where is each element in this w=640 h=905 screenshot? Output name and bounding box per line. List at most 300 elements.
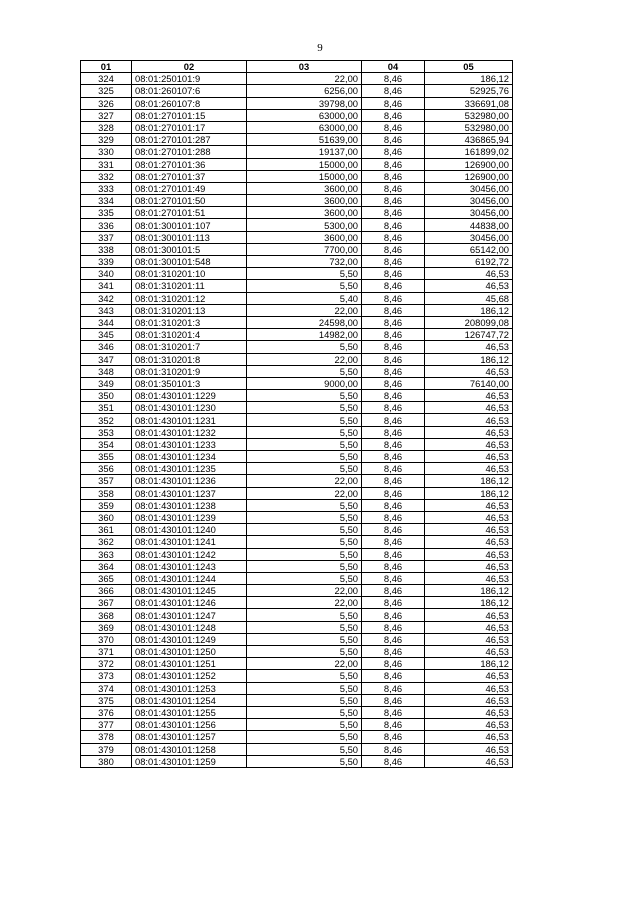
cell-cadastral-number: 08:01:270101:50 bbox=[132, 195, 247, 207]
cell-amount: 46,53 bbox=[425, 341, 513, 353]
cell-row-number: 365 bbox=[81, 572, 132, 584]
cell-row-number: 333 bbox=[81, 182, 132, 194]
cell-rate: 8,46 bbox=[362, 329, 425, 341]
table-row bbox=[81, 304, 513, 316]
cell-cadastral-number: 08:01:430101:1254 bbox=[132, 694, 247, 706]
cell-cadastral-number: 08:01:430101:1232 bbox=[132, 426, 247, 438]
cell-rate: 8,46 bbox=[362, 731, 425, 743]
cell-cadastral-number: 08:01:430101:1231 bbox=[132, 414, 247, 426]
cell-rate: 8,46 bbox=[362, 658, 425, 670]
cell-cadastral-number: 08:01:300101:113 bbox=[132, 231, 247, 243]
cell-rate: 8,46 bbox=[362, 499, 425, 511]
cell-row-number: 375 bbox=[81, 694, 132, 706]
cell-area: 5,50 bbox=[247, 511, 362, 523]
cell-row-number: 371 bbox=[81, 646, 132, 658]
cell-area: 5,50 bbox=[247, 646, 362, 658]
page-number: 9 bbox=[317, 42, 323, 54]
cell-cadastral-number: 08:01:310201:9 bbox=[132, 365, 247, 377]
cell-amount: 336691,08 bbox=[425, 97, 513, 109]
cell-rate: 8,46 bbox=[362, 268, 425, 280]
cell-row-number: 338 bbox=[81, 243, 132, 255]
cell-amount: 436865,94 bbox=[425, 134, 513, 146]
cell-area: 5,50 bbox=[247, 682, 362, 694]
cell-area: 3600,00 bbox=[247, 182, 362, 194]
table-row bbox=[81, 597, 513, 609]
table-row bbox=[81, 438, 513, 450]
table-row bbox=[81, 451, 513, 463]
cell-row-number: 337 bbox=[81, 231, 132, 243]
cell-rate: 8,46 bbox=[362, 438, 425, 450]
cell-cadastral-number: 08:01:430101:1245 bbox=[132, 585, 247, 597]
cell-area: 14982,00 bbox=[247, 329, 362, 341]
cell-area: 22,00 bbox=[247, 487, 362, 499]
cell-amount: 46,53 bbox=[425, 280, 513, 292]
cell-row-number: 360 bbox=[81, 511, 132, 523]
cell-cadastral-number: 08:01:260107:6 bbox=[132, 85, 247, 97]
table-row bbox=[81, 426, 513, 438]
cell-amount: 186,12 bbox=[425, 487, 513, 499]
table-row bbox=[81, 536, 513, 548]
header-col-04: 04 bbox=[362, 61, 425, 73]
cell-row-number: 358 bbox=[81, 487, 132, 499]
table-row bbox=[81, 755, 513, 767]
cell-area: 5,50 bbox=[247, 536, 362, 548]
cell-cadastral-number: 08:01:300101:107 bbox=[132, 219, 247, 231]
cell-rate: 8,46 bbox=[362, 548, 425, 560]
cell-cadastral-number: 08:01:310201:10 bbox=[132, 268, 247, 280]
table-row bbox=[81, 621, 513, 633]
cell-row-number: 368 bbox=[81, 609, 132, 621]
cell-rate: 8,46 bbox=[362, 670, 425, 682]
cell-rate: 8,46 bbox=[362, 633, 425, 645]
cell-rate: 8,46 bbox=[362, 85, 425, 97]
cell-row-number: 376 bbox=[81, 706, 132, 718]
cell-cadastral-number: 08:01:430101:1251 bbox=[132, 658, 247, 670]
cell-area: 15000,00 bbox=[247, 158, 362, 170]
cell-amount: 532980,00 bbox=[425, 109, 513, 121]
cell-rate: 8,46 bbox=[362, 231, 425, 243]
cell-amount: 46,53 bbox=[425, 463, 513, 475]
cell-area: 5,50 bbox=[247, 268, 362, 280]
header-col-01: 01 bbox=[81, 61, 132, 73]
cell-row-number: 341 bbox=[81, 280, 132, 292]
table-row bbox=[81, 658, 513, 670]
cell-amount: 46,53 bbox=[425, 365, 513, 377]
cell-row-number: 366 bbox=[81, 585, 132, 597]
cell-row-number: 348 bbox=[81, 365, 132, 377]
cell-rate: 8,46 bbox=[362, 109, 425, 121]
cell-row-number: 331 bbox=[81, 158, 132, 170]
cell-rate: 8,46 bbox=[362, 402, 425, 414]
cell-rate: 8,46 bbox=[362, 560, 425, 572]
cell-row-number: 355 bbox=[81, 451, 132, 463]
cell-row-number: 329 bbox=[81, 134, 132, 146]
table-row bbox=[81, 609, 513, 621]
cell-row-number: 379 bbox=[81, 743, 132, 755]
cell-cadastral-number: 08:01:260107:8 bbox=[132, 97, 247, 109]
table-row bbox=[81, 475, 513, 487]
cell-row-number: 347 bbox=[81, 353, 132, 365]
table-row bbox=[81, 743, 513, 755]
cell-cadastral-number: 08:01:270101:37 bbox=[132, 170, 247, 182]
cell-cadastral-number: 08:01:430101:1247 bbox=[132, 609, 247, 621]
cell-rate: 8,46 bbox=[362, 292, 425, 304]
cell-area: 5,50 bbox=[247, 548, 362, 560]
cell-rate: 8,46 bbox=[362, 207, 425, 219]
cell-row-number: 345 bbox=[81, 329, 132, 341]
table-row bbox=[81, 97, 513, 109]
cell-cadastral-number: 08:01:430101:1255 bbox=[132, 706, 247, 718]
cell-rate: 8,46 bbox=[362, 524, 425, 536]
table-row bbox=[81, 219, 513, 231]
cell-row-number: 342 bbox=[81, 292, 132, 304]
cell-area: 5,50 bbox=[247, 365, 362, 377]
cell-rate: 8,46 bbox=[362, 97, 425, 109]
cell-rate: 8,46 bbox=[362, 304, 425, 316]
cell-row-number: 336 bbox=[81, 219, 132, 231]
cell-amount: 186,12 bbox=[425, 585, 513, 597]
cell-amount: 46,53 bbox=[425, 268, 513, 280]
cell-amount: 46,53 bbox=[425, 731, 513, 743]
table-row bbox=[81, 231, 513, 243]
table-row bbox=[81, 280, 513, 292]
table-row bbox=[81, 85, 513, 97]
table-row bbox=[81, 316, 513, 328]
cell-amount: 126747,72 bbox=[425, 329, 513, 341]
table-row bbox=[81, 73, 513, 85]
cell-row-number: 340 bbox=[81, 268, 132, 280]
cell-area: 5,50 bbox=[247, 463, 362, 475]
cell-row-number: 352 bbox=[81, 414, 132, 426]
cell-amount: 161899,02 bbox=[425, 146, 513, 158]
cell-cadastral-number: 08:01:430101:1237 bbox=[132, 487, 247, 499]
cell-row-number: 363 bbox=[81, 548, 132, 560]
cell-cadastral-number: 08:01:310201:7 bbox=[132, 341, 247, 353]
cell-area: 22,00 bbox=[247, 597, 362, 609]
cell-amount: 65142,00 bbox=[425, 243, 513, 255]
cell-cadastral-number: 08:01:430101:1234 bbox=[132, 451, 247, 463]
cell-amount: 186,12 bbox=[425, 304, 513, 316]
cell-amount: 46,53 bbox=[425, 511, 513, 523]
cell-area: 5,50 bbox=[247, 280, 362, 292]
cell-cadastral-number: 08:01:270101:17 bbox=[132, 121, 247, 133]
cell-area: 5,50 bbox=[247, 524, 362, 536]
table-row bbox=[81, 341, 513, 353]
cell-area: 5,50 bbox=[247, 426, 362, 438]
table-row bbox=[81, 146, 513, 158]
cell-row-number: 370 bbox=[81, 633, 132, 645]
table-header bbox=[81, 61, 513, 73]
cell-amount: 532980,00 bbox=[425, 121, 513, 133]
cell-amount: 46,53 bbox=[425, 719, 513, 731]
cell-amount: 46,53 bbox=[425, 670, 513, 682]
cell-rate: 8,46 bbox=[362, 73, 425, 85]
cell-amount: 46,53 bbox=[425, 609, 513, 621]
table-row bbox=[81, 499, 513, 511]
cell-area: 5,50 bbox=[247, 755, 362, 767]
cell-cadastral-number: 08:01:430101:1243 bbox=[132, 560, 247, 572]
table-row bbox=[81, 414, 513, 426]
cell-amount: 46,53 bbox=[425, 682, 513, 694]
cell-area: 3600,00 bbox=[247, 231, 362, 243]
cell-area: 5,50 bbox=[247, 438, 362, 450]
cell-row-number: 362 bbox=[81, 536, 132, 548]
cell-amount: 46,53 bbox=[425, 755, 513, 767]
cell-amount: 46,53 bbox=[425, 560, 513, 572]
cell-amount: 46,53 bbox=[425, 548, 513, 560]
table-row bbox=[81, 182, 513, 194]
cell-rate: 8,46 bbox=[362, 682, 425, 694]
cell-amount: 46,53 bbox=[425, 536, 513, 548]
cell-amount: 208099,08 bbox=[425, 316, 513, 328]
cell-row-number: 364 bbox=[81, 560, 132, 572]
cell-cadastral-number: 08:01:430101:1248 bbox=[132, 621, 247, 633]
cell-rate: 8,46 bbox=[362, 414, 425, 426]
cell-amount: 46,53 bbox=[425, 414, 513, 426]
cell-row-number: 330 bbox=[81, 146, 132, 158]
cell-amount: 46,53 bbox=[425, 390, 513, 402]
table-row bbox=[81, 109, 513, 121]
cell-row-number: 343 bbox=[81, 304, 132, 316]
table-row bbox=[81, 572, 513, 584]
cell-cadastral-number: 08:01:430101:1259 bbox=[132, 755, 247, 767]
cell-rate: 8,46 bbox=[362, 706, 425, 718]
cell-row-number: 350 bbox=[81, 390, 132, 402]
cell-cadastral-number: 08:01:430101:1241 bbox=[132, 536, 247, 548]
cell-amount: 6192,72 bbox=[425, 256, 513, 268]
cell-cadastral-number: 08:01:430101:1257 bbox=[132, 731, 247, 743]
cell-area: 22,00 bbox=[247, 304, 362, 316]
cell-row-number: 361 bbox=[81, 524, 132, 536]
table-row bbox=[81, 390, 513, 402]
cell-amount: 46,53 bbox=[425, 499, 513, 511]
table-row bbox=[81, 731, 513, 743]
data-table bbox=[80, 60, 513, 768]
cell-amount: 46,53 bbox=[425, 402, 513, 414]
cell-area: 3600,00 bbox=[247, 207, 362, 219]
table-row bbox=[81, 158, 513, 170]
cell-amount: 46,53 bbox=[425, 694, 513, 706]
table-row bbox=[81, 170, 513, 182]
cell-amount: 186,12 bbox=[425, 353, 513, 365]
cell-area: 5,50 bbox=[247, 706, 362, 718]
cell-rate: 8,46 bbox=[362, 134, 425, 146]
table-row bbox=[81, 353, 513, 365]
cell-cadastral-number: 08:01:310201:13 bbox=[132, 304, 247, 316]
cell-cadastral-number: 08:01:430101:1242 bbox=[132, 548, 247, 560]
table-row bbox=[81, 377, 513, 389]
cell-cadastral-number: 08:01:430101:1253 bbox=[132, 682, 247, 694]
cell-rate: 8,46 bbox=[362, 146, 425, 158]
cell-rate: 8,46 bbox=[362, 475, 425, 487]
cell-area: 5,50 bbox=[247, 402, 362, 414]
cell-rate: 8,46 bbox=[362, 511, 425, 523]
cell-rate: 8,46 bbox=[362, 451, 425, 463]
cell-cadastral-number: 08:01:310201:4 bbox=[132, 329, 247, 341]
cell-row-number: 377 bbox=[81, 719, 132, 731]
cell-amount: 186,12 bbox=[425, 597, 513, 609]
table-row bbox=[81, 524, 513, 536]
cell-rate: 8,46 bbox=[362, 256, 425, 268]
cell-cadastral-number: 08:01:430101:1230 bbox=[132, 402, 247, 414]
cell-row-number: 334 bbox=[81, 195, 132, 207]
cell-area: 9000,00 bbox=[247, 377, 362, 389]
cell-amount: 46,53 bbox=[425, 743, 513, 755]
cell-amount: 186,12 bbox=[425, 73, 513, 85]
cell-amount: 46,53 bbox=[425, 633, 513, 645]
table-row bbox=[81, 646, 513, 658]
cell-amount: 46,53 bbox=[425, 451, 513, 463]
cell-row-number: 346 bbox=[81, 341, 132, 353]
cell-rate: 8,46 bbox=[362, 694, 425, 706]
cell-cadastral-number: 08:01:310201:12 bbox=[132, 292, 247, 304]
cell-row-number: 349 bbox=[81, 377, 132, 389]
cell-area: 22,00 bbox=[247, 73, 362, 85]
cell-row-number: 344 bbox=[81, 316, 132, 328]
cell-row-number: 328 bbox=[81, 121, 132, 133]
cell-rate: 8,46 bbox=[362, 755, 425, 767]
cell-area: 22,00 bbox=[247, 585, 362, 597]
cell-cadastral-number: 08:01:350101:3 bbox=[132, 377, 247, 389]
cell-rate: 8,46 bbox=[362, 463, 425, 475]
cell-cadastral-number: 08:01:310201:3 bbox=[132, 316, 247, 328]
cell-rate: 8,46 bbox=[362, 195, 425, 207]
cell-rate: 8,46 bbox=[362, 646, 425, 658]
cell-amount: 52925,76 bbox=[425, 85, 513, 97]
header-col-02: 02 bbox=[132, 61, 247, 73]
cell-area: 5,50 bbox=[247, 694, 362, 706]
cell-amount: 186,12 bbox=[425, 658, 513, 670]
cell-amount: 46,53 bbox=[425, 706, 513, 718]
cell-cadastral-number: 08:01:430101:1236 bbox=[132, 475, 247, 487]
cell-row-number: 327 bbox=[81, 109, 132, 121]
cell-row-number: 373 bbox=[81, 670, 132, 682]
cell-cadastral-number: 08:01:430101:1240 bbox=[132, 524, 247, 536]
table-row bbox=[81, 487, 513, 499]
table-row bbox=[81, 365, 513, 377]
cell-rate: 8,46 bbox=[362, 121, 425, 133]
table-row bbox=[81, 682, 513, 694]
cell-area: 5,50 bbox=[247, 621, 362, 633]
cell-area: 22,00 bbox=[247, 353, 362, 365]
table-row bbox=[81, 243, 513, 255]
cell-area: 63000,00 bbox=[247, 109, 362, 121]
cell-amount: 46,53 bbox=[425, 438, 513, 450]
cell-amount: 46,53 bbox=[425, 524, 513, 536]
cell-cadastral-number: 08:01:430101:1256 bbox=[132, 719, 247, 731]
cell-cadastral-number: 08:01:300101:5 bbox=[132, 243, 247, 255]
cell-area: 5,50 bbox=[247, 719, 362, 731]
cell-cadastral-number: 08:01:270101:287 bbox=[132, 134, 247, 146]
cell-row-number: 380 bbox=[81, 755, 132, 767]
cell-rate: 8,46 bbox=[362, 597, 425, 609]
cell-cadastral-number: 08:01:430101:1235 bbox=[132, 463, 247, 475]
table-row bbox=[81, 402, 513, 414]
header-col-03: 03 bbox=[247, 61, 362, 73]
cell-amount: 46,53 bbox=[425, 572, 513, 584]
table-row bbox=[81, 256, 513, 268]
cell-area: 24598,00 bbox=[247, 316, 362, 328]
cell-cadastral-number: 08:01:430101:1244 bbox=[132, 572, 247, 584]
cell-cadastral-number: 08:01:270101:51 bbox=[132, 207, 247, 219]
cell-area: 3600,00 bbox=[247, 195, 362, 207]
cell-area: 5,50 bbox=[247, 451, 362, 463]
table-row bbox=[81, 548, 513, 560]
cell-cadastral-number: 08:01:310201:11 bbox=[132, 280, 247, 292]
cell-cadastral-number: 08:01:300101:548 bbox=[132, 256, 247, 268]
cell-row-number: 374 bbox=[81, 682, 132, 694]
cell-cadastral-number: 08:01:430101:1239 bbox=[132, 511, 247, 523]
cell-cadastral-number: 08:01:270101:49 bbox=[132, 182, 247, 194]
cell-area: 5300,00 bbox=[247, 219, 362, 231]
cell-cadastral-number: 08:01:250101:9 bbox=[132, 73, 247, 85]
cell-cadastral-number: 08:01:270101:15 bbox=[132, 109, 247, 121]
table-row bbox=[81, 329, 513, 341]
table-row bbox=[81, 121, 513, 133]
cell-rate: 8,46 bbox=[362, 377, 425, 389]
cell-amount: 30456,00 bbox=[425, 182, 513, 194]
cell-area: 5,50 bbox=[247, 560, 362, 572]
cell-rate: 8,46 bbox=[362, 365, 425, 377]
cell-row-number: 359 bbox=[81, 499, 132, 511]
cell-row-number: 378 bbox=[81, 731, 132, 743]
header-row bbox=[81, 61, 513, 73]
table-row bbox=[81, 134, 513, 146]
table-row bbox=[81, 719, 513, 731]
cell-rate: 8,46 bbox=[362, 609, 425, 621]
cell-row-number: 356 bbox=[81, 463, 132, 475]
cell-amount: 46,53 bbox=[425, 646, 513, 658]
cell-cadastral-number: 08:01:310201:8 bbox=[132, 353, 247, 365]
cell-area: 5,50 bbox=[247, 670, 362, 682]
table-row bbox=[81, 670, 513, 682]
cell-amount: 76140,00 bbox=[425, 377, 513, 389]
table-row bbox=[81, 560, 513, 572]
cell-row-number: 335 bbox=[81, 207, 132, 219]
cell-rate: 8,46 bbox=[362, 170, 425, 182]
table-row bbox=[81, 633, 513, 645]
table-row bbox=[81, 292, 513, 304]
table-row bbox=[81, 195, 513, 207]
table-row bbox=[81, 463, 513, 475]
cell-rate: 8,46 bbox=[362, 719, 425, 731]
cell-amount: 44838,00 bbox=[425, 219, 513, 231]
cell-row-number: 369 bbox=[81, 621, 132, 633]
table-row bbox=[81, 207, 513, 219]
cell-rate: 8,46 bbox=[362, 219, 425, 231]
table-body bbox=[81, 73, 513, 768]
cell-row-number: 353 bbox=[81, 426, 132, 438]
cell-area: 5,50 bbox=[247, 390, 362, 402]
cell-rate: 8,46 bbox=[362, 390, 425, 402]
cell-rate: 8,46 bbox=[362, 585, 425, 597]
cell-cadastral-number: 08:01:430101:1250 bbox=[132, 646, 247, 658]
table-row bbox=[81, 585, 513, 597]
table-row bbox=[81, 511, 513, 523]
cell-cadastral-number: 08:01:430101:1258 bbox=[132, 743, 247, 755]
cell-amount: 30456,00 bbox=[425, 207, 513, 219]
cell-area: 6256,00 bbox=[247, 85, 362, 97]
cell-cadastral-number: 08:01:430101:1229 bbox=[132, 390, 247, 402]
table-row bbox=[81, 268, 513, 280]
cell-area: 15000,00 bbox=[247, 170, 362, 182]
cell-rate: 8,46 bbox=[362, 280, 425, 292]
header-col-05: 05 bbox=[425, 61, 513, 73]
cell-cadastral-number: 08:01:430101:1249 bbox=[132, 633, 247, 645]
cell-amount: 30456,00 bbox=[425, 195, 513, 207]
cell-area: 51639,00 bbox=[247, 134, 362, 146]
cell-cadastral-number: 08:01:430101:1238 bbox=[132, 499, 247, 511]
